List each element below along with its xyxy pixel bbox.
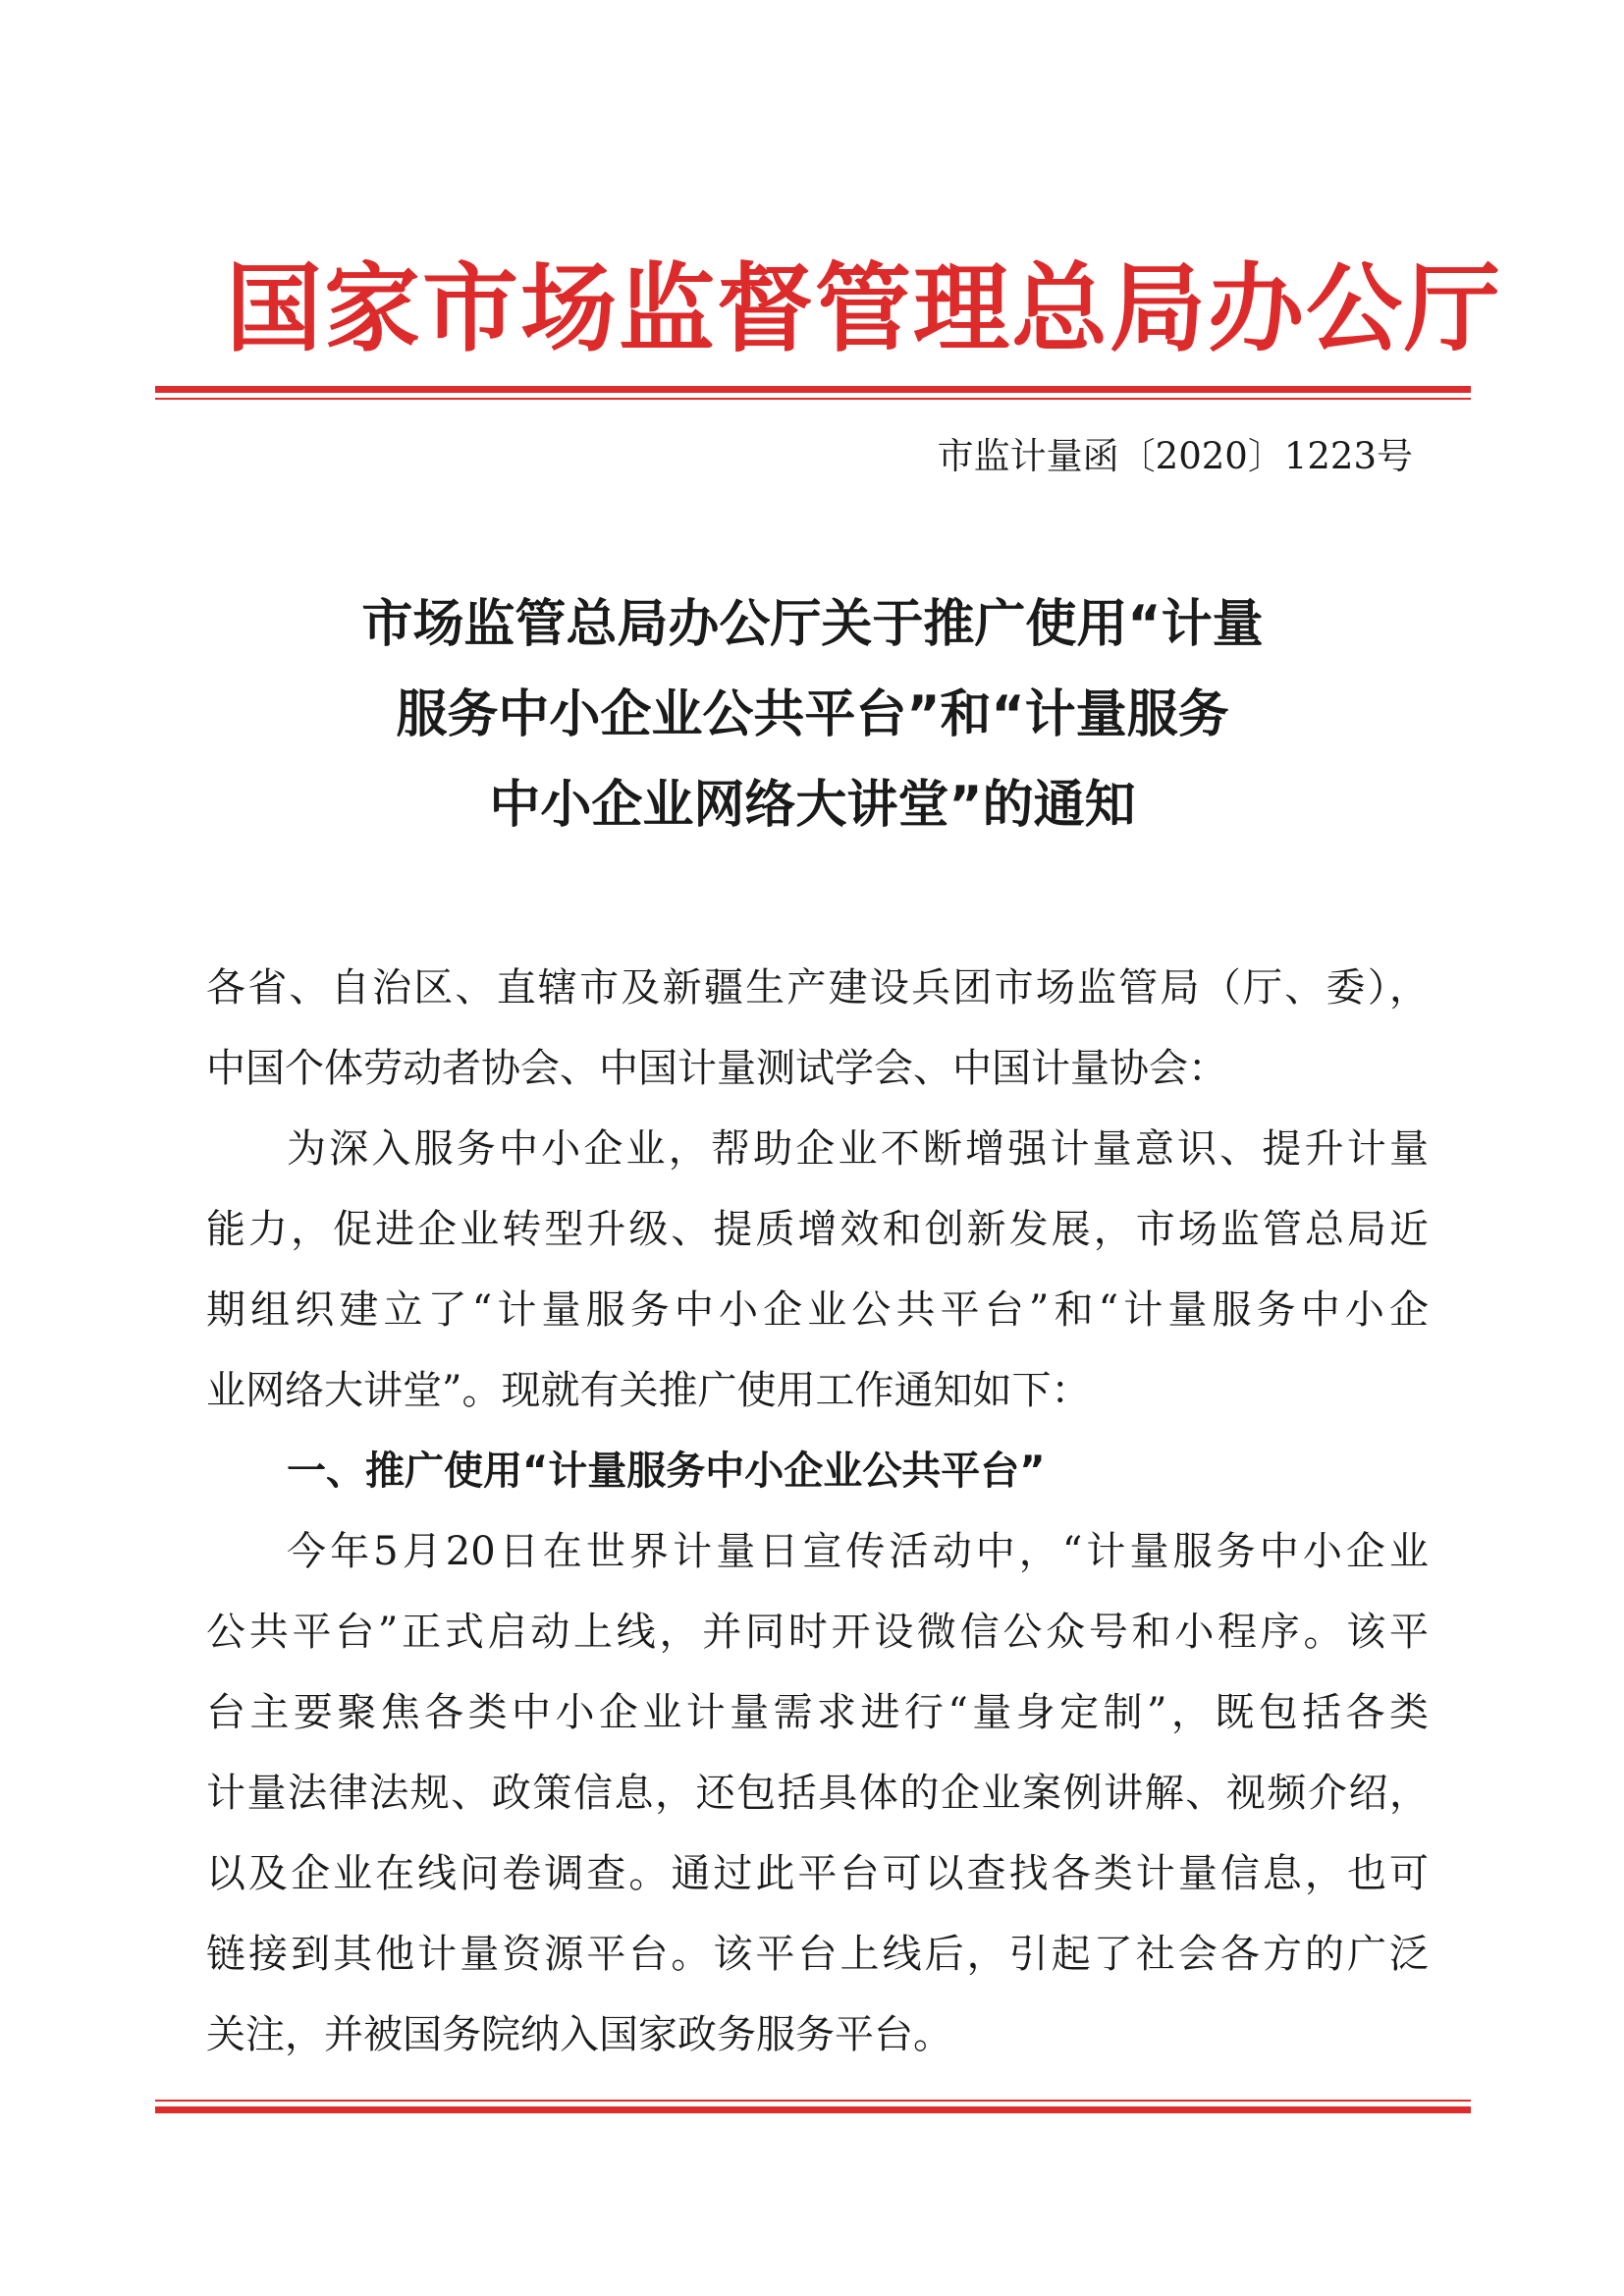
section-1-line-7: 关注，并被国务院纳入国家政务服务平台。 [206, 2012, 952, 2057]
notice-title [157, 579, 1468, 850]
notice-body [206, 948, 1429, 2075]
notice-title-line-1: 市场监管总局办公厅关于推广使用“计量 [361, 595, 1264, 654]
intro-line-4: 业网络大讲堂”。现就有关推广使用工作通知如下： [206, 1368, 1091, 1413]
section-1-line-6: 链接到其他计量资源平台。该平台上线后，引起了社会各方的广泛 [206, 1932, 1429, 1977]
footer-red-rule-thin [155, 2100, 1471, 2102]
document-number: 市监计量函〔2020〕1223号 [937, 435, 1413, 477]
masthead-red-rule-thick [155, 386, 1471, 393]
intro-line-2: 能力，促进企业转型升级、提质增效和创新发展，市场监管总局近 [206, 1207, 1429, 1252]
section-1-line-1: 今年5月20日在世界计量日宣传活动中，“计量服务中小企业 [287, 1529, 1429, 1574]
section-1-line-3: 台主要聚焦各类中小企业计量需求进行“量身定制”，既包括各类 [206, 1690, 1429, 1735]
intro-line-1: 为深入服务中小企业，帮助企业不断增强计量意识、提升计量 [287, 1126, 1429, 1172]
masthead-red-rule-thin [155, 398, 1471, 400]
section-1-line-5: 以及企业在线问卷调查。通过此平台可以查找各类计量信息，也可 [206, 1851, 1429, 1896]
footer-red-rule-thick [155, 2106, 1471, 2113]
section-1-heading: 一、推广使用“计量服务中小企业公共平台” [287, 1449, 1046, 1494]
section-1-line-4: 计量法律法规、政策信息，还包括具体的企业案例讲解、视频介绍， [206, 1771, 1429, 1816]
intro-line-3: 期组织建立了“计量服务中小企业公共平台”和“计量服务中小企 [206, 1287, 1429, 1333]
notice-title-line-2: 服务中小企业公共平台”和“计量服务 [396, 685, 1229, 744]
recipients-line-2: 中国个体劳动者协会、中国计量测试学会、中国计量协会： [206, 1046, 1227, 1091]
recipients-line-1: 各省、自治区、直辖市及新疆生产建设兵团市场监管局（厅、委）， [206, 965, 1429, 1011]
section-1-line-2: 公共平台”正式启动上线，并同时开设微信公众号和小程序。该平 [206, 1610, 1429, 1655]
notice-title-line-3: 中小企业网络大讲堂”的通知 [489, 776, 1136, 835]
masthead-title: 国家市场监督管理总局办公厅 [226, 253, 1503, 365]
